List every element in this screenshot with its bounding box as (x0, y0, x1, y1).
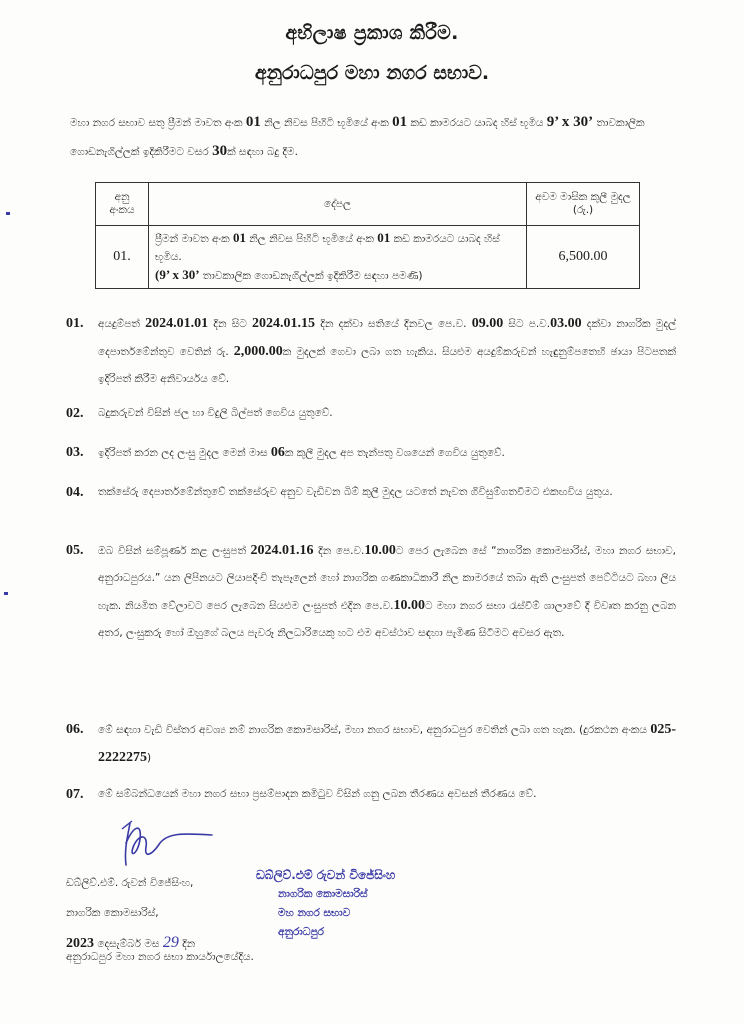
margin-mark (4, 592, 8, 595)
intro-paragraph (70, 108, 670, 166)
date-value: 2024.01.16 (250, 543, 314, 558)
date-day: 29 (162, 934, 179, 951)
intro-text: තාවකාලික ගොඩනැගිල්ලක් ඉදිකිරීමට වසර (70, 117, 645, 158)
time-value: 10.00 (364, 543, 396, 558)
signature-block (66, 868, 195, 959)
date-suffix: දින (178, 938, 196, 950)
intro-size: 9’ x 30’ (546, 114, 594, 130)
stamp-name: ඩබ්ලිව්.එම් රුවන් විජේසිංහ (256, 868, 396, 882)
signature-scribble (112, 815, 222, 875)
intro-text: නිල නිවස පිහිටි භූමියේ අංක (260, 117, 393, 129)
phone-number: 025-2222275 (98, 722, 676, 765)
table-header-row (96, 183, 640, 226)
item-text: අයදුම්පත් 2024.01.01 දින සිට 2024.01.15 දින දක්වා සතියේ දිනවල පෙ.ව. 09.00 සිට ප.ව.03.00 දක්වා නාගරික මුදල් දෙපාර්තමේන්තුව වෙතින් රු. 2,000.00ක මුදලක් ගෙවා ලබා ගත හැකිය. සියළුම අයදුම්කරුවන් හැඳුනුම්පතෙහි ඡායා පිටපතක් ඉදිරිපත් කිරීම අනිවාර්යය වේ. (98, 316, 676, 385)
months-value: 06 (270, 445, 285, 460)
intro-text: ක් සඳහා බදු දීම. (227, 146, 298, 158)
signatory-title: නාගරික කොමසාරිස්, (66, 907, 159, 919)
condition-item-04 (66, 479, 676, 506)
desc-text: කඩ කාමරයට යාබද හිස් භූමිය. (155, 233, 500, 263)
row-min-rent: 6,500.00 (527, 226, 640, 289)
official-stamp (256, 866, 395, 942)
footer-place: අනුරාධපුර මහා නගර සභා කාර්යාලයේදිය. (66, 951, 254, 963)
time-value: 03.00 (550, 316, 582, 331)
item-number: 02. (66, 406, 84, 421)
item-text: මේ සම්බන්ධයෙන් මහා නගර සභා ප්‍රසම්පාදන කමිටුව විසින් ගනු ලබන තීරණය අවසන් තීරණය වේ. (98, 788, 537, 800)
intro-number: 01 (245, 114, 261, 130)
item-text: ඉදිරිපත් කරන ලද ලංසු මුදල මෙන් මාස 06ක කුලී මුදල අප තැන්පතු වශයෙන් ගෙවිය යුතුවේ. (98, 445, 505, 460)
desc-number: 01 (377, 230, 391, 245)
item-text: බදුකරුවන් විසින් ජල හා විදුලි බිල්පත් ගෙවිය යුතුවේ. (98, 407, 333, 419)
desc-number: 01 (232, 230, 246, 245)
desc-text: තාවකාලික ගොඩනැගිල්ලක් ඉදිකිරීම සඳහා පමණි) (199, 270, 423, 282)
time-value: 09.00 (471, 316, 504, 331)
margin-mark (6, 212, 10, 215)
header-min-rent: අවම මාසික කුලී මුදල (රු.) (527, 183, 640, 226)
notice-title: අභිලාෂ ප්‍රකාශ කිරීම. (285, 22, 459, 44)
desc-text: ප්‍රීමන් මාවත අංක (155, 233, 233, 245)
row-serial: 01. (96, 226, 149, 289)
authority-name: අනුරාධපුර මහා නගර සභාව. (254, 62, 490, 84)
intro-number: 01 (392, 114, 408, 130)
intro-years: 30 (212, 143, 228, 159)
item-number: 04. (66, 485, 84, 500)
row-description (149, 226, 527, 289)
condition-item-03 (66, 439, 676, 467)
header-property: දේපල (149, 183, 527, 226)
intro-text: මහා නගර සභාව සතු ප්‍රීමන් මාවත අංක (70, 117, 246, 129)
condition-item-02 (66, 400, 676, 427)
date-value: 2024.01.15 (252, 316, 316, 331)
item-text: ඔබ විසින් සම්පූර්ණ කළ ලංසුපත් 2024.01.16 දින පෙ.ව.10.00ට පෙර ලැබෙන සේ “නාගරික කොමසාරිස්, මහා නගර සභාව, අනුරාධපුරය.” යන ලිපිනයට ලියාපදිංචි තැපෑලෙන් හෝ නාගරික ගණකාධිකාරී නිල කාමරයේ තබා ඇති ලංසුපත් පෙට්ටියට බහා ලිය හැක. නියමිත වේලාවට පෙර ලැබෙන සියළුම ලංසුපත් එදින පෙ.ව.10.00ට මහා නගර සභා රැස්වීම් ශාලාවේ දී විවෘත කරනු ලබන අතර, ලංසුකරු හෝ ඔහුගේ බලය පැවරූ නිලධාරියෙකු හට එම අවස්ථාව සඳහා පැමිණ සිටීමට අවසර ඇත. (98, 543, 676, 639)
condition-item-01 (66, 310, 676, 393)
time-value: 10.00 (393, 598, 425, 613)
item-number: 01. (66, 316, 84, 331)
property-table (95, 182, 640, 289)
date-value: 2024.01.01 (145, 316, 209, 331)
header-serial: අනු අංකය (96, 183, 149, 226)
condition-item-05 (66, 537, 676, 647)
stamp-council: මහ නගර සභාව (278, 907, 351, 919)
intro-text: කඩ කාමරයට යාබද හිස් භූමිය (407, 117, 547, 129)
stamp-city: අනුරාධපුර (278, 926, 325, 938)
signatory-name: ඩබ්ලිව්.එම්. රුවන් විජේසිංහ, (66, 877, 194, 889)
desc-text: නිල නිවස පිහිටි භූමියේ අංක (245, 233, 378, 245)
item-number: 07. (66, 787, 84, 802)
desc-size: (9’ x 30’ (155, 267, 200, 282)
condition-item-06 (66, 716, 676, 772)
date-month: දෙසැම්බර් මස (94, 938, 163, 950)
item-number: 06. (66, 722, 84, 737)
condition-item-07 (66, 781, 676, 808)
item-number: 03. (66, 445, 84, 460)
table-row (96, 226, 640, 289)
item-text: මේ සඳහා වැඩි විස්තර අවශ්‍ය නම් නාගරික කොමසාරිස්, මහා නගර සභාව, අනුරාධපුර වෙතින් ලබා ගත හැක. (දුරකථන අංකය 025-2222275) (98, 722, 676, 765)
stamp-title: නාගරික කොමසාරිස් (278, 888, 368, 900)
date-year: 2023 (66, 936, 94, 951)
item-text: තක්සේරු දෙපාර්තමේන්තුවේ තක්සේරුව අනුව වැඩිවන බිම් කුලී මුදල යටතේ නැවත ගිවිසුම්ගතවීමට එකඟවිය යුතුය. (98, 486, 613, 498)
fee-value: 2,000.00 (233, 344, 283, 359)
item-number: 05. (66, 543, 84, 558)
